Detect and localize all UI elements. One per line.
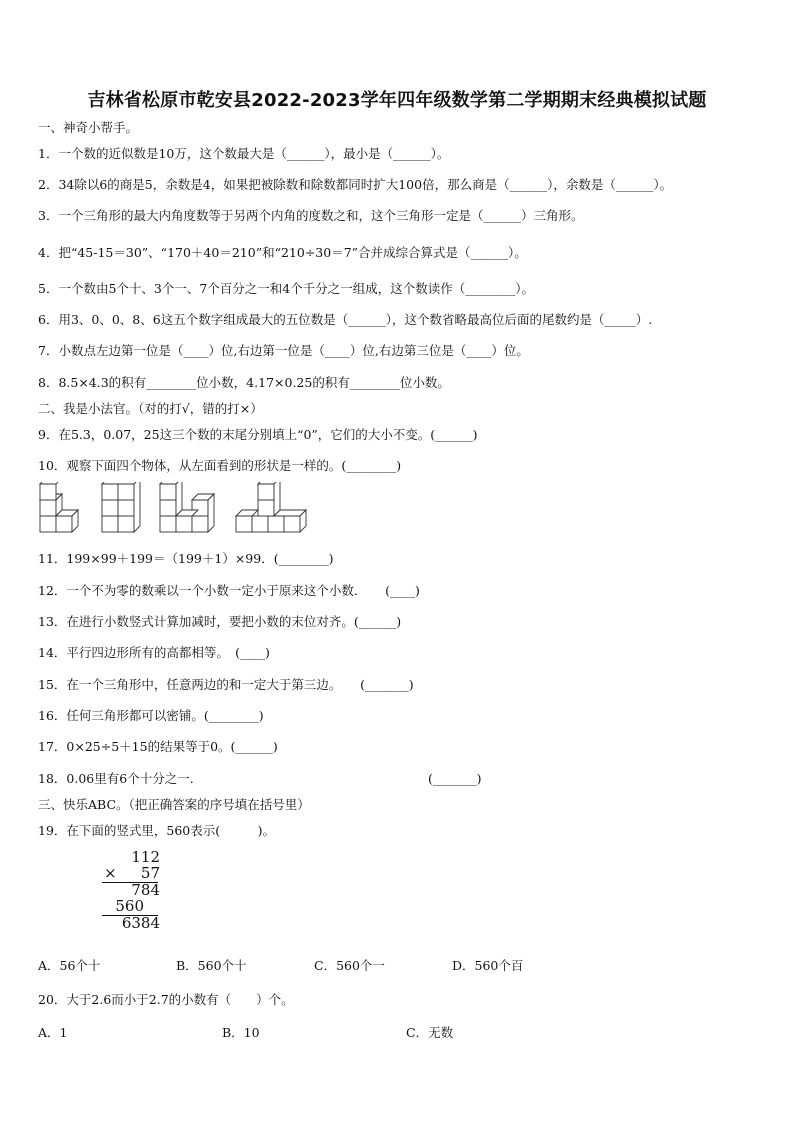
section-heading-2: 二、我是小法官。（对的打√，错的打×）: [38, 401, 263, 416]
cube-figure-3: [160, 482, 214, 532]
question-7: 7．小数点左边第一位是（____）位,右边第一位是（____）位,右边第三位是（____）位。: [38, 343, 529, 358]
question-4: 4．把“45-15＝30”、“170＋40＝210”和“210÷30＝7”合并成综合算式是（______）。: [38, 245, 527, 260]
question-10: 10．观察下面四个物体，从左面看到的形状是一样的。(________): [38, 458, 402, 473]
question-1: 1．一个数的近似数是10万，这个数最大是（______），最小是（______）。: [38, 146, 450, 161]
product-total: 6384: [121, 914, 160, 932]
question-3: 3．一个三角形的最大内角度数等于另两个内角的度数之和，这个三角形一定是（______）三角形。: [38, 208, 584, 223]
question-5: 5．一个数由5个十、3个一、7个百分之一和4个千分之一组成，这个数读作（________）。: [38, 281, 535, 296]
times-sign: ×: [104, 864, 117, 882]
section-heading-1: 一、神奇小帮手。: [38, 120, 139, 135]
question-11: 11．199×99＋199＝（199＋1）×99．(________): [38, 551, 334, 566]
question-15: 15．在一个三角形中，任意两边的和一定大于第三边。 (_______): [38, 677, 414, 692]
question-18-blank: (_______): [428, 771, 482, 786]
question-8: 8．8.5×4.3的积有________位小数，4.17×0.25的积有________位小数。: [38, 375, 450, 390]
question-12: 12．一个不为零的数乘以一个小数一定小于原来这个小数． (____): [38, 583, 420, 598]
question-2: 2．34除以6的商是5，余数是4，如果把被除数和除数都同时扩大100倍，那么商是（______），余数是（______）。: [38, 177, 673, 192]
q20-option-a: A．1: [38, 1025, 68, 1040]
q20-option-b: B．10: [222, 1025, 260, 1040]
question-13: 13．在进行小数竖式计算加减时，要把小数的末位对齐。(______): [38, 614, 402, 629]
multiplier: 57: [140, 864, 160, 882]
partial-product-1: 784: [131, 881, 160, 899]
q20-option-c: C．无数: [406, 1025, 454, 1040]
partial-product-2: 560: [115, 897, 144, 915]
section-heading-3: 三、快乐ABC。（把正确答案的序号填在括号里）: [38, 797, 310, 812]
question-9: 9．在5.3，0.07，25这三个数的末尾分别填上“0”，它们的大小不变。(______): [38, 427, 478, 442]
question-20: 20．大于2.6而小于2.7的小数有（ ）个。: [38, 992, 294, 1007]
q19-option-b: B．560个十: [176, 958, 247, 973]
cube-figures: [38, 482, 328, 542]
cube-figure-4: [236, 482, 306, 532]
q19-option-c: C．560个一: [314, 958, 385, 973]
page-title: 吉林省松原市乾安县2022-2023学年四年级数学第二学期期末经典模拟试题: [87, 90, 707, 111]
vertical-multiplication: [100, 848, 170, 934]
question-19: 19．在下面的竖式里，560表示( )。: [38, 823, 276, 838]
question-18: 18．0.06里有6个十分之一.: [38, 771, 194, 786]
multiplicand: 112: [131, 848, 160, 866]
q19-option-a: A．56个十: [38, 958, 101, 973]
q19-option-d: D．560个百: [452, 958, 524, 973]
question-6: 6．用3、0、0、8、6这五个数字组成最大的五位数是（______），这个数省略最高位后面的尾数约是（_____）.: [38, 312, 653, 327]
question-17: 17．0×25÷5＋15的结果等于0。(______): [38, 739, 278, 754]
question-14: 14．平行四边形所有的高都相等。 (____): [38, 645, 270, 660]
cube-figure-1: [40, 482, 78, 532]
cube-figure-2: [102, 482, 140, 532]
question-16: 16．任何三角形都可以密铺。(________): [38, 708, 264, 723]
